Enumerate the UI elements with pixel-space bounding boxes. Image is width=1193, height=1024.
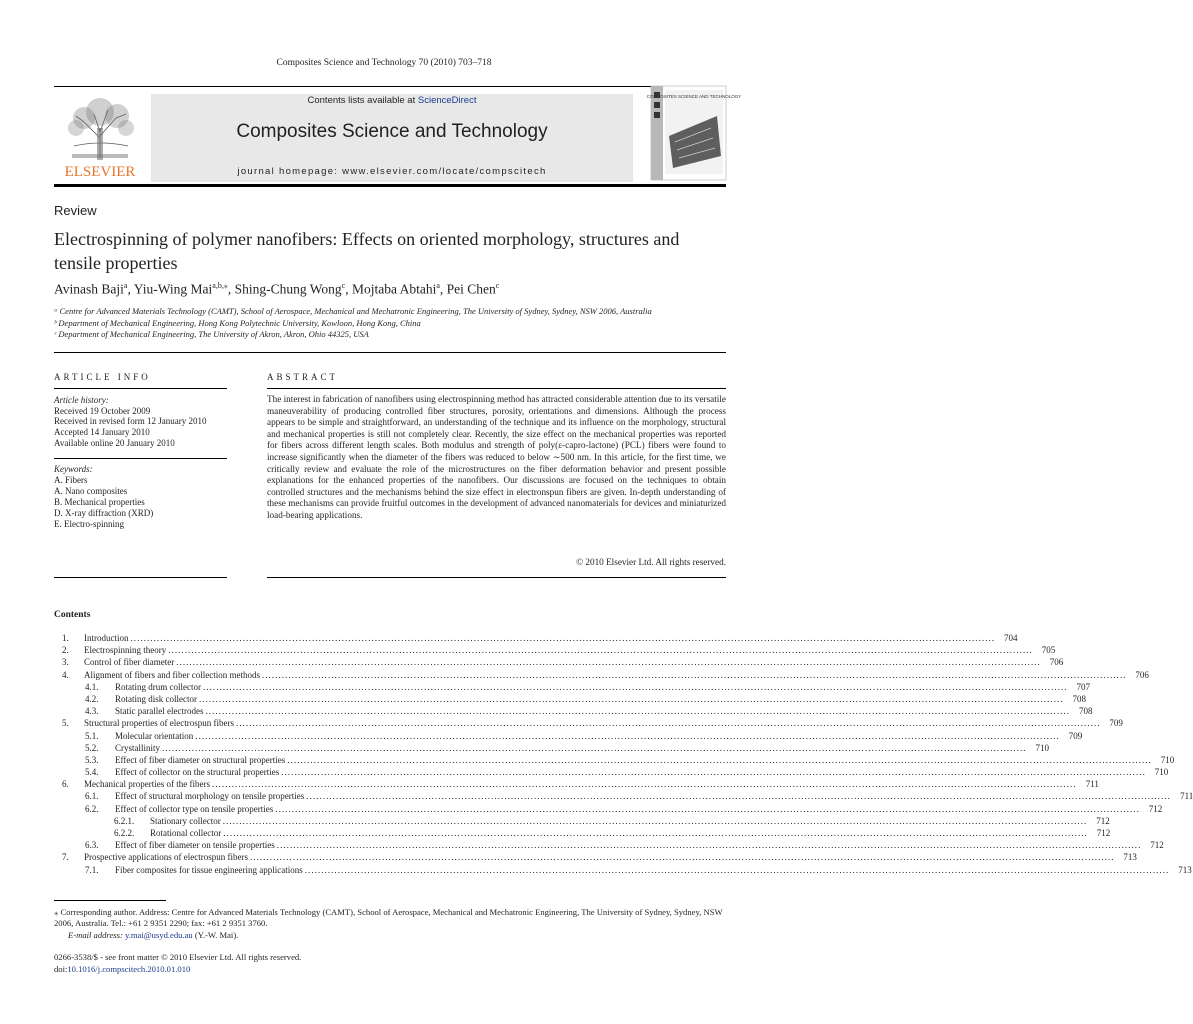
toc-entry-page: 713 bbox=[1178, 864, 1192, 875]
abstract-copyright: © 2010 Elsevier Ltd. All rights reserved. bbox=[576, 557, 726, 567]
section-divider bbox=[54, 352, 726, 353]
toc-entry-number: 6.2.2. bbox=[114, 828, 135, 838]
toc-leader-dots bbox=[273, 803, 1138, 815]
toc-leader-dots bbox=[203, 705, 1068, 717]
contents-prefix: Contents lists available at bbox=[307, 95, 418, 106]
email-label: E-mail address: bbox=[68, 930, 123, 940]
keyword-item: A. Nano composites bbox=[54, 486, 128, 496]
toc-leader-dots bbox=[193, 730, 1058, 742]
toc-entry-label: Rotating disk collector bbox=[115, 693, 197, 704]
doi-line bbox=[54, 964, 190, 974]
toc-leader-dots bbox=[174, 656, 1039, 668]
history-item: Available online 20 January 2010 bbox=[54, 437, 175, 448]
toc-entry-page: 712 bbox=[1096, 828, 1111, 838]
toc-leader-dots bbox=[129, 632, 994, 644]
sciencedirect-link[interactable]: ScienceDirect bbox=[417, 95, 477, 106]
toc-entry-number: 4.1. bbox=[85, 681, 99, 692]
affiliation-a: ᵃ Centre for Advanced Materials Technology (CAMT), School of Aerospace, Mechanical and Mechatronic Engineering, The University of Sydney, Sydney, NSW 2006, Australia bbox=[54, 306, 652, 316]
affiliation-b: ᵇ Department of Mechanical Engineering, Hong Kong Polytechnic University, Kowloon, Hong Kong, China bbox=[54, 318, 421, 328]
article-title: Electrospinning of polymer nanofibers: Effects on oriented morphology, structures and tensile properties bbox=[54, 229, 680, 273]
toc-leader-dots bbox=[234, 717, 1099, 729]
toc-entry-page: 713 bbox=[1123, 852, 1137, 863]
toc-entry-number: 4.2. bbox=[85, 693, 99, 704]
article-info-heading: ARTICLE INFO bbox=[54, 372, 151, 382]
toc-entry-page: 712 bbox=[1150, 840, 1164, 851]
toc-leader-dots bbox=[285, 754, 1150, 766]
abstract-rule bbox=[267, 388, 726, 389]
toc-entry-page: 709 bbox=[1068, 730, 1083, 741]
toc-entry-number: 6.1. bbox=[85, 791, 99, 802]
author-name: Shing-Chung Wong bbox=[234, 281, 342, 297]
toc-leader-dots bbox=[303, 864, 1168, 876]
toc-entry-label: Crystallinity bbox=[115, 742, 160, 753]
toc-entry-page: 706 bbox=[1049, 657, 1064, 668]
toc-entry-number: 5.4. bbox=[85, 767, 99, 778]
toc-entry[interactable] bbox=[54, 839, 1164, 851]
toc-entry-number: 5.3. bbox=[85, 754, 99, 765]
toc-entry[interactable] bbox=[54, 644, 1056, 656]
toc-entry-number: 3. bbox=[62, 657, 69, 668]
toc-entry-page: 709 bbox=[1109, 718, 1123, 729]
toc-leader-dots bbox=[221, 815, 1086, 827]
author-affiliation-mark: a bbox=[436, 281, 440, 290]
keyword-item: E. Electro-spinning bbox=[54, 519, 124, 529]
toc-entry-page: 712 bbox=[1096, 815, 1110, 826]
author-affiliation-mark: c bbox=[495, 281, 500, 290]
toc-leader-dots bbox=[197, 693, 1062, 705]
toc-entry[interactable] bbox=[54, 864, 1192, 876]
footnote-rule bbox=[54, 900, 166, 901]
keyword-item: D. X-ray diffraction (XRD) bbox=[54, 508, 154, 518]
doi-link[interactable]: 10.1016/j.compscitech.2010.01.010 bbox=[67, 964, 191, 974]
toc-entry-page: 712 bbox=[1148, 803, 1163, 814]
toc-entry-number: 5.1. bbox=[85, 730, 99, 741]
toc-entry-label: Electrospinning theory bbox=[84, 645, 167, 656]
keywords-rule bbox=[54, 458, 227, 459]
history-item: Received in revised form 12 January 2010 bbox=[54, 416, 207, 427]
email-link[interactable]: y.mai@usyd.edu.au bbox=[124, 930, 193, 940]
toc-entry-number: 7.1. bbox=[85, 864, 99, 875]
author-name: Pei Chen bbox=[446, 281, 496, 297]
toc-leader-dots bbox=[248, 851, 1113, 863]
table-of-contents bbox=[54, 632, 1193, 876]
toc-entry-label: Introduction bbox=[84, 633, 129, 643]
toc-entry-number: 5.2. bbox=[85, 742, 99, 753]
toc-leader-dots bbox=[304, 790, 1169, 802]
toc-entry[interactable] bbox=[54, 754, 1175, 766]
toc-entry-label: Rotational collector bbox=[150, 828, 222, 838]
toc-entry-label: Prospective applications of electrospun fibers bbox=[84, 852, 248, 863]
toc-entry-label: Molecular orientation bbox=[115, 730, 194, 741]
toc-entry-page: 704 bbox=[1003, 633, 1018, 643]
toc-entry-label: Effect of fiber diameter on tensile properties bbox=[115, 840, 275, 851]
doi-prefix: doi: bbox=[54, 964, 68, 974]
email-suffix: (Y.-W. Mai). bbox=[192, 930, 239, 940]
toc-leader-dots bbox=[221, 827, 1086, 839]
toc-entry[interactable] bbox=[54, 851, 1137, 863]
author-affiliation-mark: a bbox=[123, 281, 128, 290]
article-info-rule bbox=[54, 388, 227, 389]
affiliation-c: ᶜ Department of Mechanical Engineering, The University of Akron, Akron, Ohio 44325, USA bbox=[54, 329, 369, 339]
author-name: Avinash Baji bbox=[54, 281, 124, 297]
toc-leader-dots bbox=[275, 839, 1140, 851]
toc-entry-label: Stationary collector bbox=[150, 815, 221, 826]
keyword-item: A. Fibers bbox=[54, 475, 88, 485]
toc-entry-page: 706 bbox=[1135, 669, 1149, 680]
header-bottom-rule bbox=[54, 184, 726, 187]
header-top-rule bbox=[54, 86, 726, 87]
keywords bbox=[54, 464, 229, 530]
abstract-bottom-rule bbox=[267, 577, 726, 578]
author-affiliation-mark: c bbox=[341, 281, 346, 290]
journal-cover-image bbox=[646, 86, 742, 180]
toc-entry[interactable] bbox=[54, 669, 1149, 681]
toc-entry-label: Rotating drum collector bbox=[115, 681, 201, 692]
toc-entry[interactable] bbox=[54, 815, 1110, 827]
author-list: Avinash Baji$^a$, Yiu-Wing Mai$^{a,b,⁎}$, Shing-Chung Wong$^c$, Mojtaba Abtahi$^a$, Pei Chen$^c$ bbox=[54, 281, 500, 297]
toc-entry-label: Effect of fiber diameter on structural properties bbox=[115, 754, 286, 765]
toc-entry-page: 707 bbox=[1076, 681, 1090, 692]
toc-entry[interactable] bbox=[54, 766, 1169, 778]
toc-entry-page: 711 bbox=[1180, 791, 1193, 802]
journal-citation-line: Composites Science and Technology 70 (2010) 703–718 bbox=[276, 58, 492, 68]
article-type: Review bbox=[54, 203, 97, 218]
journal-homepage[interactable]: journal homepage: www.elsevier.com/locate/compscitech bbox=[237, 166, 547, 177]
toc-entry-page: 710 bbox=[1154, 767, 1169, 778]
toc-entry-label: Effect of collector on the structural properties bbox=[115, 767, 280, 778]
toc-entry-number: 6. bbox=[62, 779, 69, 790]
toc-entry-number: 2. bbox=[62, 645, 69, 656]
email-line bbox=[68, 930, 238, 940]
toc-entry[interactable] bbox=[54, 790, 1193, 802]
toc-entry-number: 6.3. bbox=[85, 840, 99, 851]
toc-leader-dots bbox=[210, 778, 1075, 790]
article-info-bottom-rule bbox=[54, 577, 227, 578]
elsevier-logo-text: ELSEVIER bbox=[64, 164, 136, 180]
toc-leader-dots bbox=[201, 681, 1066, 693]
toc-entry[interactable] bbox=[54, 681, 1090, 693]
history-item: Received 19 October 2009 bbox=[54, 405, 151, 416]
toc-entry-page: 708 bbox=[1072, 693, 1086, 704]
toc-entry-label: Alignment of fibers and fiber collection methods bbox=[84, 669, 260, 680]
toc-entry-number: 5. bbox=[62, 718, 69, 729]
toc-entry-page: 708 bbox=[1078, 706, 1093, 717]
toc-entry-number: 4. bbox=[62, 669, 69, 680]
cover-title: COMPOSITES SCIENCE AND TECHNOLOGY bbox=[646, 94, 742, 99]
author-affiliation-mark: a,b,⁎ bbox=[212, 281, 228, 290]
history-label: Article history: bbox=[54, 395, 109, 405]
toc-entry-label: Mechanical properties of the fibers bbox=[84, 779, 210, 790]
toc-entry-number: 4.3. bbox=[85, 706, 99, 717]
toc-leader-dots bbox=[160, 742, 1025, 754]
abstract-text: The interest in fabrication of nanofibers using electrospinning method has attracted considerable attention due to its versatile maneuverability of producing controlled fiber structures, porosity, orientations and dimensions. Although the process appears to be simple and straightforward, an understanding of the technique and its influence on the morphology, structural and mechanical properties is still not completely clear. Recently, the size effect on the mechanical properties was reported for fibers across different length scales. Both modulus and strength of poly(ε-capro-lactone) (PCL) fibers were found to increase significantly when the diameter of the fibers was reduced to below ∼500 nm. In this article, for the first time, we critically review and evaluate the role of the microstructures on the fiber deformation behavior and present possible explanations for the enhanced properties of the nanofibers. Our discussions are focused on the techniques to obtain controlled structures and the mechanisms behind the size effect in electronspun fibers are given. In-depth understanding of these mechanisms can provide fruitful outcomes in the development of advanced nanomaterials for devices and miniaturized load-bearing applications. bbox=[267, 394, 726, 520]
toc-entry-page: 705 bbox=[1041, 645, 1056, 656]
toc-leader-dots bbox=[260, 669, 1125, 681]
author-name: Mojtaba Abtahi bbox=[351, 281, 437, 297]
toc-entry[interactable] bbox=[54, 705, 1093, 717]
toc-entry[interactable] bbox=[54, 778, 1099, 790]
article-history bbox=[54, 395, 229, 449]
toc-entry[interactable] bbox=[54, 730, 1083, 742]
toc-entry-number: 1. bbox=[62, 633, 69, 643]
elsevier-logo bbox=[54, 88, 146, 178]
toc-entry-number: 6.2.1. bbox=[114, 815, 135, 826]
front-matter-line: 0266-3538/$ - see front matter © 2010 Elsevier Ltd. All rights reserved. bbox=[54, 952, 302, 962]
abstract-heading: ABSTRACT bbox=[267, 372, 339, 382]
toc-entry-number: 7. bbox=[62, 852, 69, 863]
toc-entry-label: Effect of collector type on tensile properties bbox=[115, 803, 274, 814]
toc-entry-page: 711 bbox=[1085, 779, 1099, 790]
toc-leader-dots bbox=[279, 766, 1144, 778]
toc-entry-page: 710 bbox=[1160, 754, 1175, 765]
toc-entry-label: Effect of structural morphology on tensile properties bbox=[115, 791, 305, 802]
toc-entry[interactable] bbox=[54, 803, 1163, 815]
toc-entry[interactable] bbox=[54, 717, 1123, 729]
toc-entry-label: Structural properties of electrospun fibers bbox=[84, 718, 234, 729]
toc-entry-label: Static parallel electrodes bbox=[115, 706, 204, 717]
author-name: Yiu-Wing Mai bbox=[133, 281, 213, 297]
corresponding-author-footnote: ⁎ Corresponding author. Address: Centre for Advanced Materials Technology (CAMT), School of Aerospace, Mechanical and Mechatronic Engineering, The University of Sydney, Sydney, NSW 2006, Australia. Tel.: +61 2 9351 2290; fax: +61 2 9351 3760. bbox=[54, 907, 723, 928]
toc-leader-dots bbox=[166, 644, 1031, 656]
contents-heading: Contents bbox=[54, 610, 91, 620]
toc-entry[interactable] bbox=[54, 742, 1049, 754]
toc-entry[interactable] bbox=[54, 632, 1018, 644]
contents-availability-line bbox=[151, 95, 633, 106]
toc-entry-number: 6.2. bbox=[85, 803, 99, 814]
toc-entry-label: Control of fiber diameter bbox=[84, 657, 175, 668]
toc-entry-page: 710 bbox=[1035, 742, 1049, 753]
toc-entry-label: Fiber composites for tissue engineering applications bbox=[115, 864, 303, 875]
toc-entry[interactable] bbox=[54, 827, 1111, 839]
toc-entry[interactable] bbox=[54, 656, 1064, 668]
toc-entry[interactable] bbox=[54, 693, 1086, 705]
keywords-label: Keywords: bbox=[54, 464, 93, 474]
journal-title: Composites Science and Technology bbox=[236, 121, 548, 142]
keyword-item: B. Mechanical properties bbox=[54, 497, 145, 507]
history-item: Accepted 14 January 2010 bbox=[54, 427, 150, 438]
